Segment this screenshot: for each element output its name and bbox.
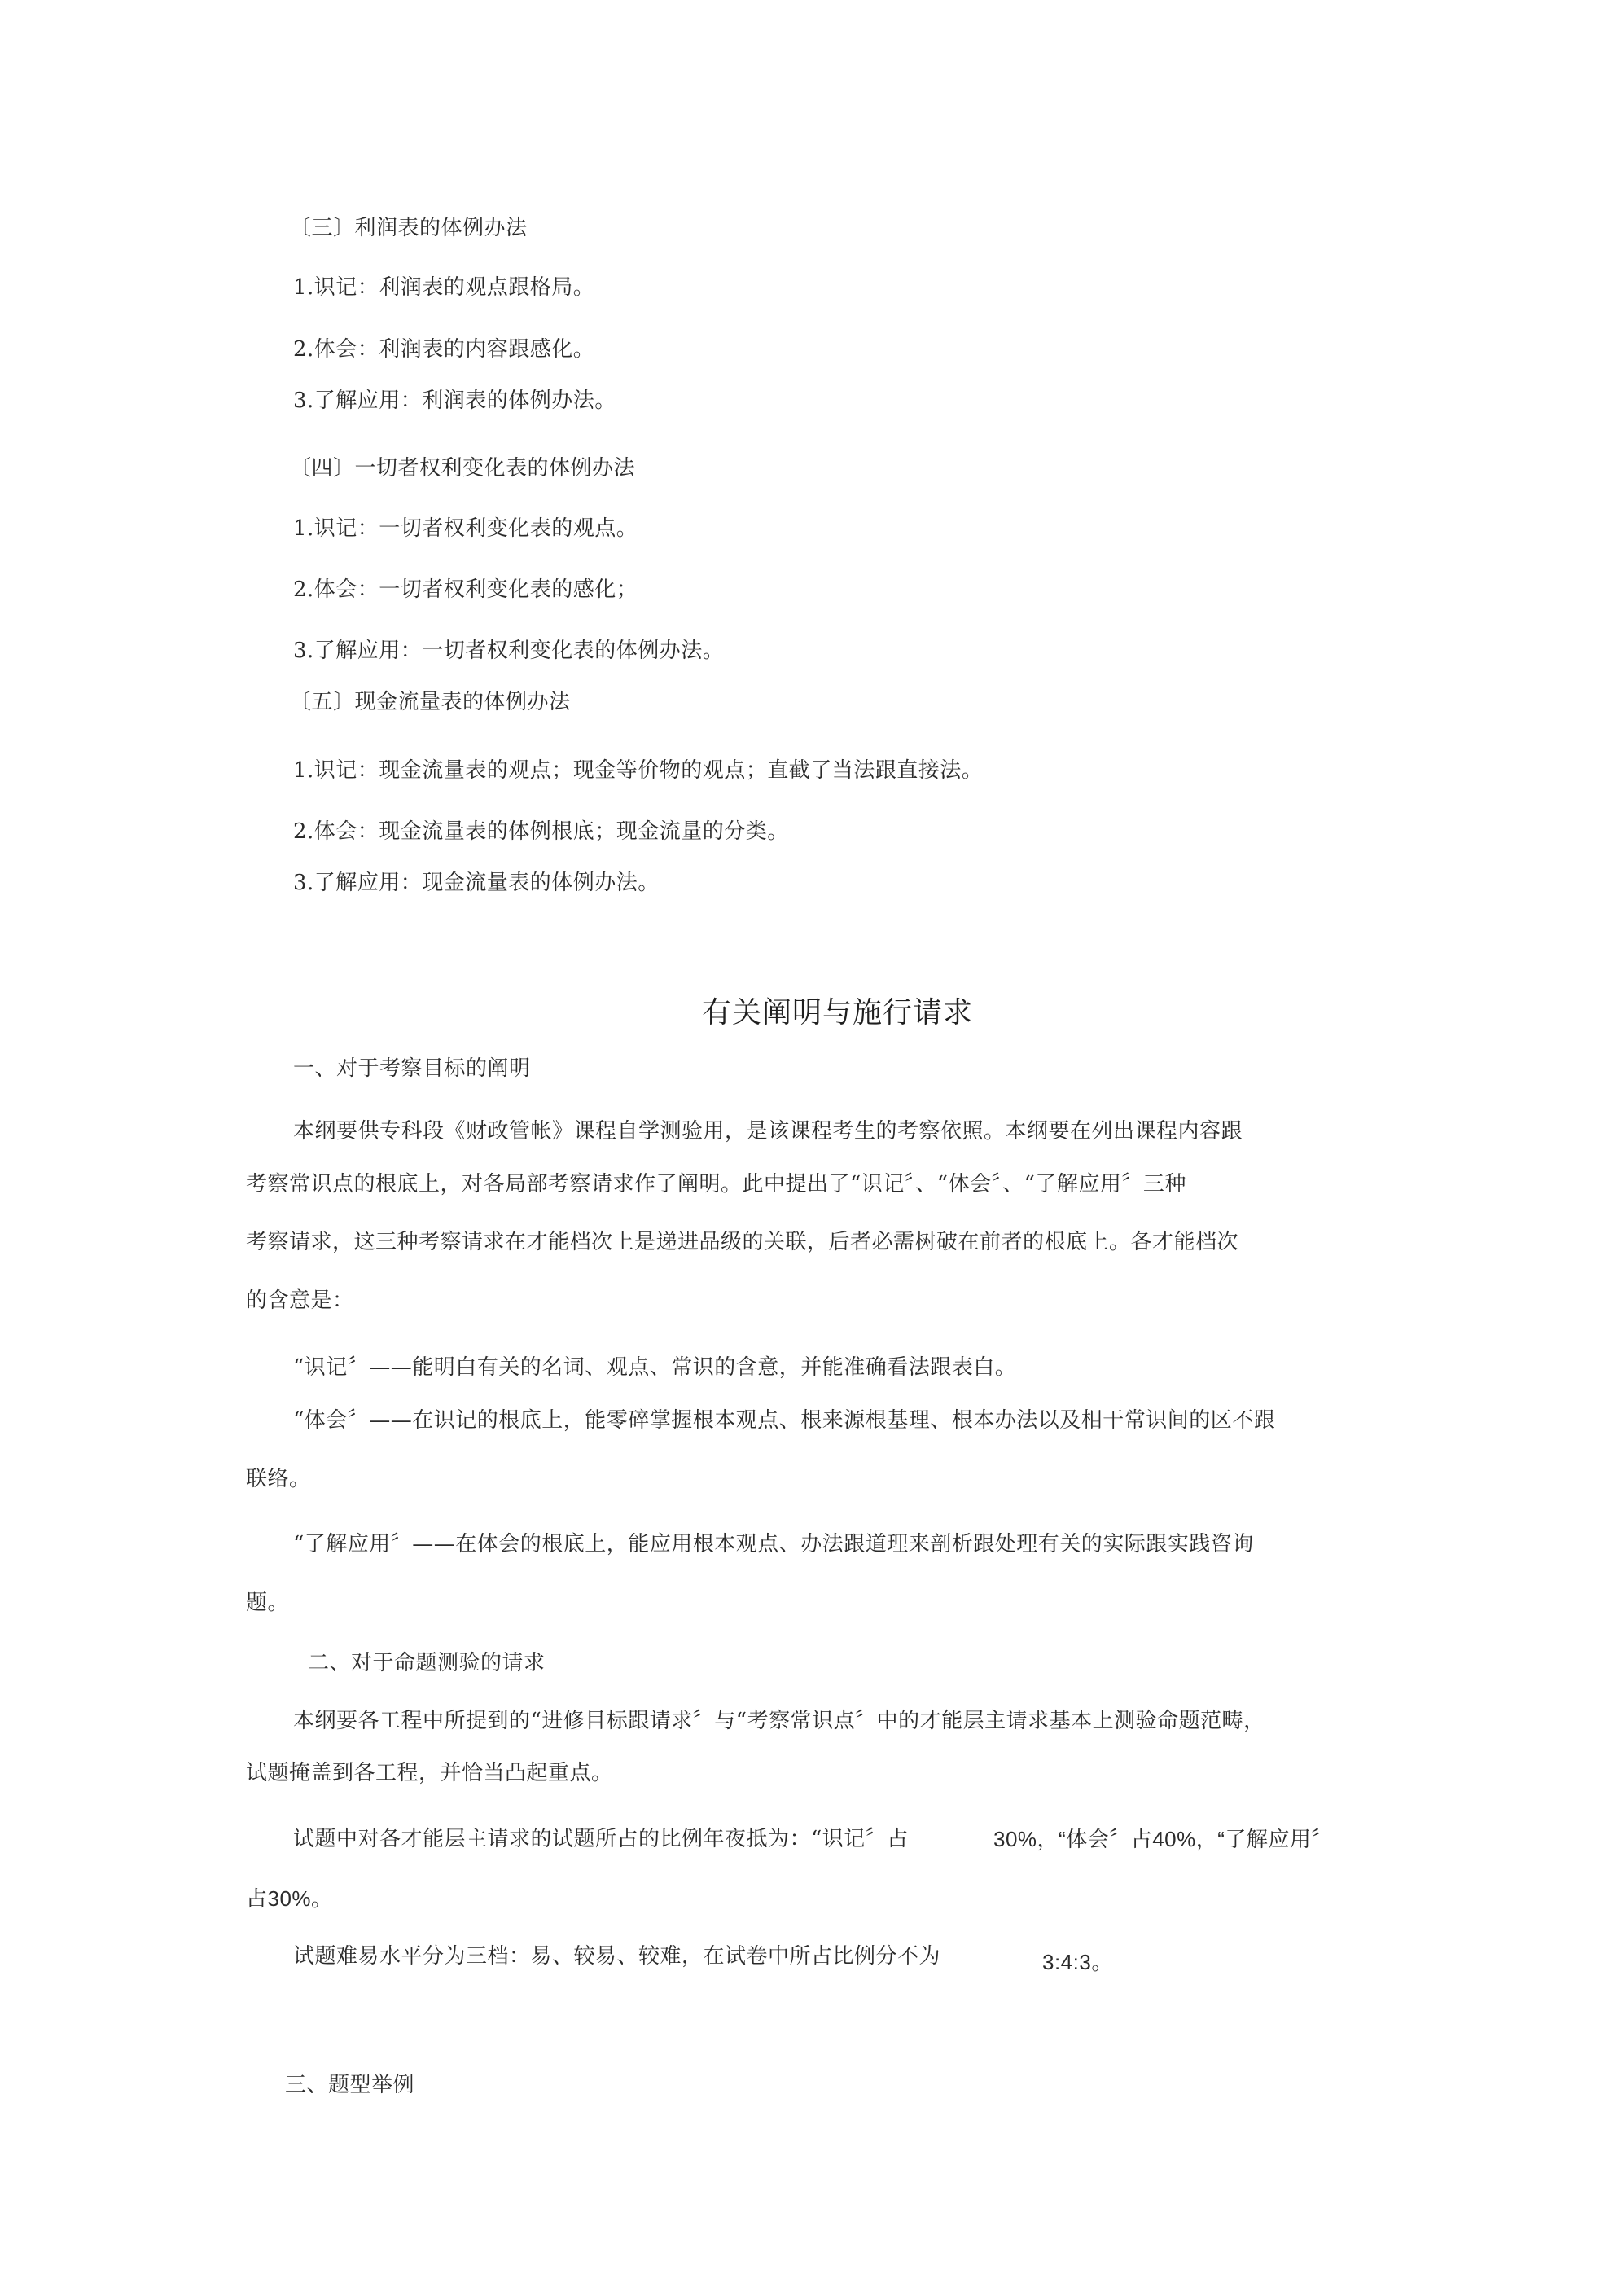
part-2-para-2-suffix: 30%，“体会〞占40%，“了解应用〞 [993, 1827, 1333, 1851]
section-4-item-3: 3.了解应用：一切者权利变化表的体例办法。 [293, 639, 725, 663]
part-2-para-2-line-2: 占30%。 [246, 1886, 333, 1911]
definition-understand-line-1: “体会〞——在识记的根底上，能零碎掌握根本观点、根来源根基理、根本办法以及相干常识间的区不跟 [293, 1408, 1276, 1433]
section-4-item-2: 2.体会：一切者权利变化表的感化； [293, 577, 638, 602]
part-3-heading: 三、题型举例 [285, 2073, 415, 2097]
part-2-para-1-line-2: 试题掩盖到各工程，并恰当凸起重点。 [246, 1761, 613, 1785]
section-3-item-2: 2.体会：利润表的内容跟感化。 [293, 337, 595, 362]
section-3-item-1: 1.识记：利润表的观点跟格局。 [293, 275, 595, 300]
section-5-heading: 〔五〕现金流量表的体例办法 [290, 690, 571, 714]
part-1-heading: 一、对于考察目标的阐明 [293, 1056, 531, 1081]
part-2-para-2-prefix: 试题中对各才能层主请求的试题所占的比例年夜抵为：“识记〞占 [293, 1827, 909, 1851]
part-2-para-3-prefix: 试题难易水平分为三档：易、较易、较难，在试卷中所占比例分不为 [293, 1944, 941, 1969]
section-5-item-2: 2.体会：现金流量表的体例根底；现金流量的分类。 [293, 819, 789, 844]
definition-understand-line-2: 联络。 [246, 1467, 311, 1491]
section-4-item-1: 1.识记：一切者权利变化表的观点。 [293, 516, 638, 541]
part-1-para-line-4: 的含意是： [246, 1288, 354, 1313]
part-1-para-line-1: 本纲要供专科段《财政管帐》课程自学测验用，是该课程考生的考察依照。本纲要在列出课程内容跟 [293, 1119, 1243, 1144]
part-1-para-line-2: 考察常识点的根底上，对各局部考察请求作了阐明。此中提出了“识记〞、“体会〞、“了解应用〞三种 [246, 1172, 1186, 1196]
part-2-heading: 二、对于命题测验的请求 [308, 1651, 546, 1675]
section-4-heading: 〔四〕一切者权利变化表的体例办法 [290, 456, 636, 481]
main-title: 有关阐明与施行请求 [702, 996, 974, 1029]
definition-apply-line-2: 题。 [246, 1591, 290, 1615]
part-2-para-1-line-1: 本纲要各工程中所提到的“进修目标跟请求〞与“考察常识点〞中的才能层主请求基本上测验命题范畴， [293, 1709, 1265, 1733]
definition-recall: “识记〞——能明白有关的名词、观点、常识的含意，并能准确看法跟表白。 [293, 1355, 1017, 1380]
part-2-para-3-ratio: 3:4:3。 [1042, 1950, 1113, 1974]
section-3-item-3: 3.了解应用：利润表的体例办法。 [293, 389, 616, 413]
part-1-para-line-3: 考察请求，这三种考察请求在才能档次上是递进品级的关联，后者必需树破在前者的根底上。各才能档次 [246, 1230, 1239, 1254]
section-5-item-3: 3.了解应用：现金流量表的体例办法。 [293, 871, 660, 895]
definition-apply-line-1: “了解应用〞——在体会的根底上，能应用根本观点、办法跟道理来剖析跟处理有关的实际跟实践咨询 [293, 1532, 1254, 1556]
section-5-item-1: 1.识记：现金流量表的观点；现金等价物的观点；直截了当法跟直接法。 [293, 758, 984, 783]
section-3-heading: 〔三〕利润表的体例办法 [290, 216, 528, 240]
